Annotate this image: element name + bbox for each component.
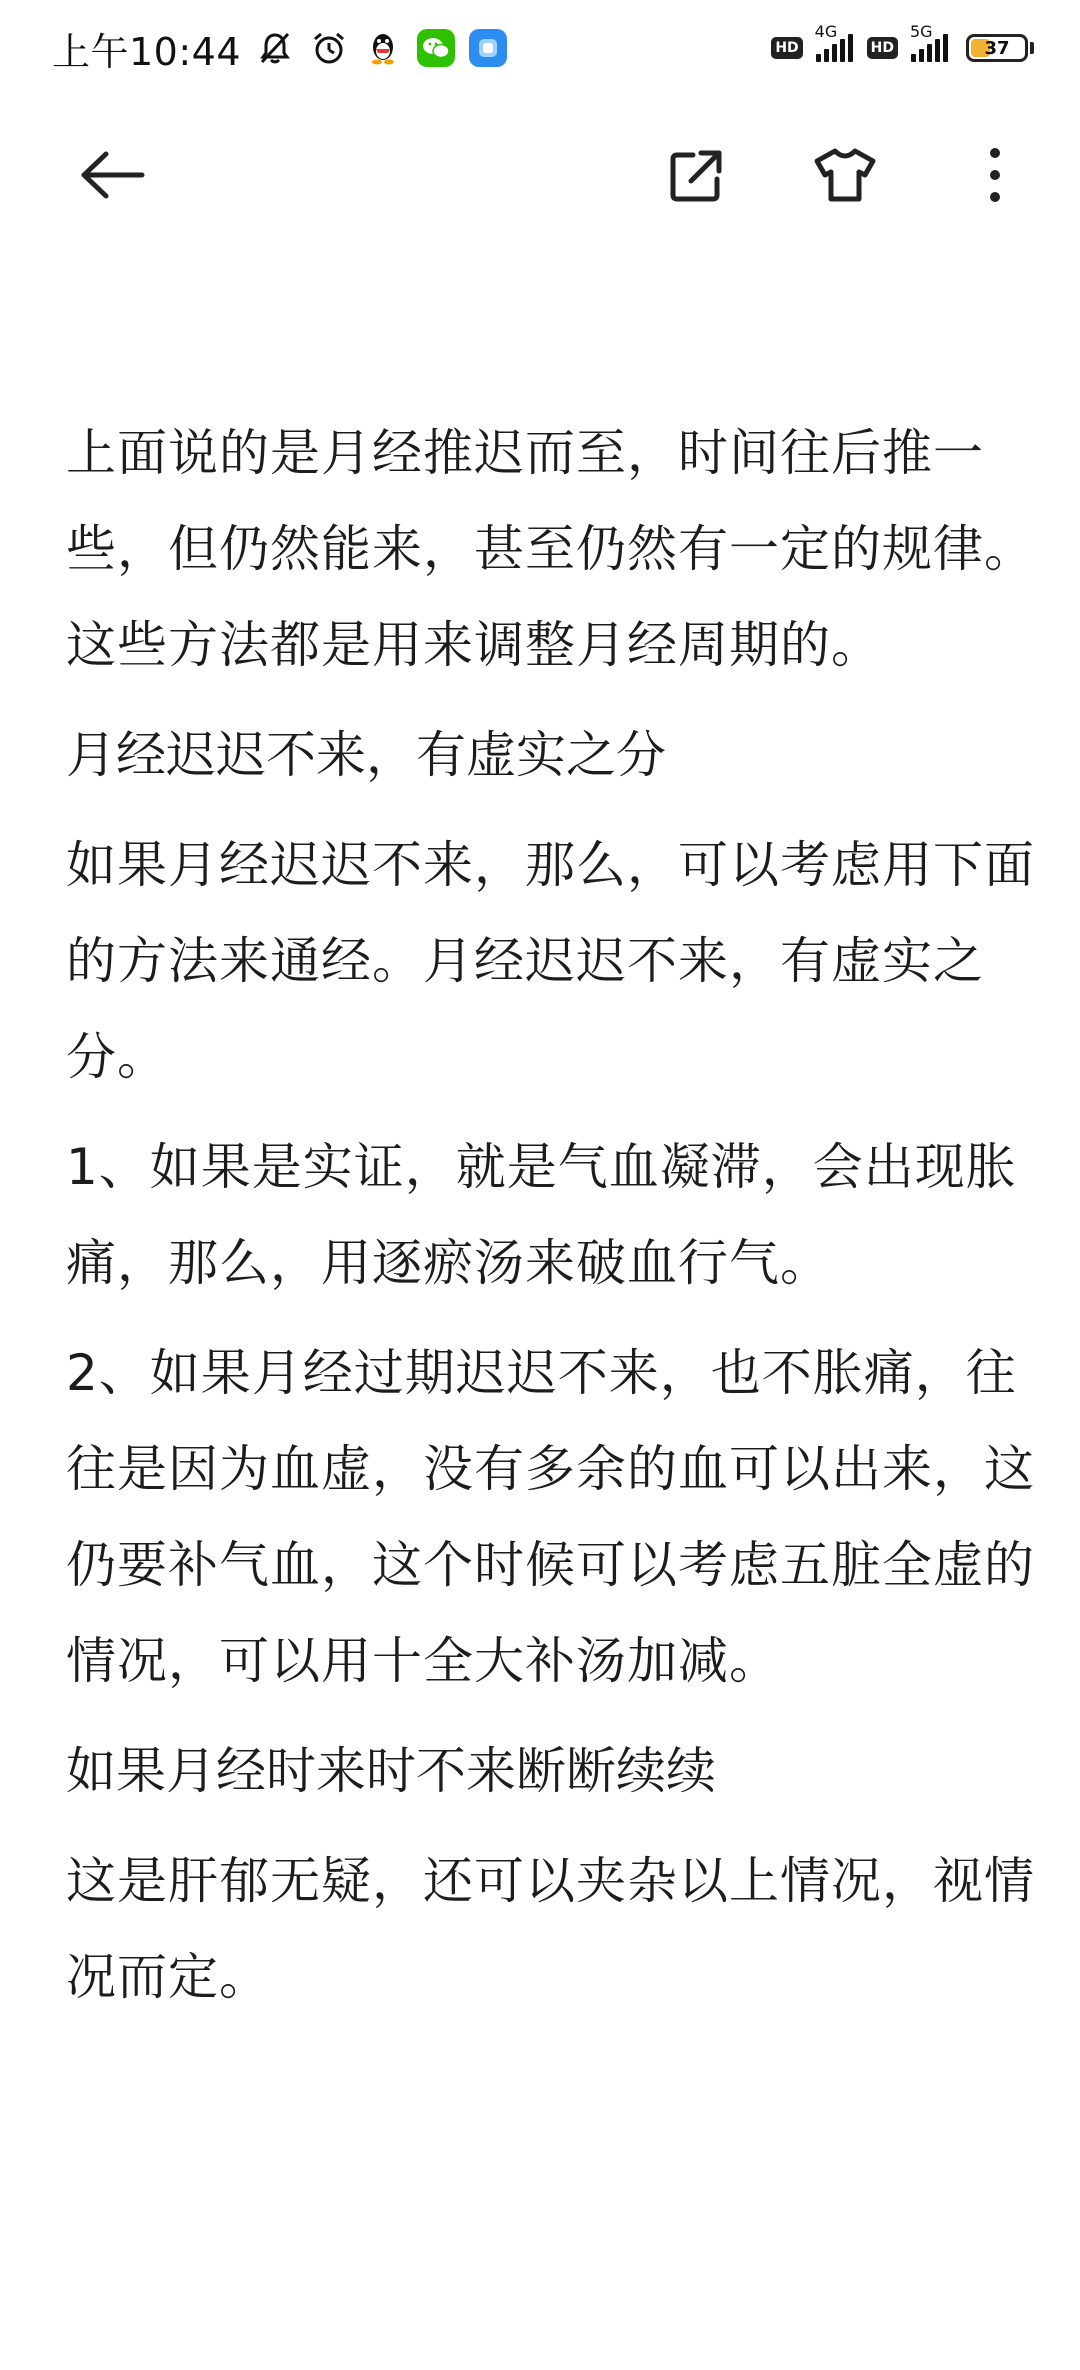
toolbar <box>0 110 1080 240</box>
net-type-5g: 5G <box>910 22 933 41</box>
wechat-icon <box>417 29 455 67</box>
share-button[interactable] <box>652 130 742 220</box>
back-button[interactable] <box>68 130 158 220</box>
mute-bell-icon <box>255 28 295 68</box>
theme-button[interactable] <box>800 130 890 220</box>
back-arrow-icon <box>78 150 148 200</box>
net-type-4g: 4G <box>814 22 838 41</box>
alarm-clock-icon <box>309 28 349 68</box>
battery-level: 37 <box>984 37 1010 59</box>
article-content <box>66 405 1036 2039</box>
blue-app-icon <box>469 29 507 67</box>
battery-icon <box>962 34 1034 62</box>
qq-penguin-icon <box>363 28 403 68</box>
hd-badge-1: HD <box>771 37 802 59</box>
subheading-1: 月经迟迟不来，有虚实之分 <box>66 726 666 784</box>
paragraph-5: 这是肝郁无疑，还可以夹杂以上情况，视情况而定。 <box>66 1852 1035 2006</box>
status-bar <box>0 0 1080 96</box>
paragraph-1: 上面说的是月经推迟而至，时间往后推一些，但仍然能来，甚至仍然有一定的规律。这些方法都是用来调整月经周期的。 <box>66 424 1035 674</box>
paragraph-2: 如果月经迟迟不来，那么，可以考虑用下面的方法来通经。月经迟迟不来，有虚实之分。 <box>66 836 1035 1086</box>
paragraph-4: 2、如果月经过期迟迟不来，也不胀痛，往往是因为血虚，没有多余的血可以出来，这仍要补气血，这个时候可以考虑五脏全虚的情况，可以用十全大补汤加减。 <box>66 1344 1035 1690</box>
subheading-2: 如果月经时来时不来断断续续 <box>66 1742 716 1800</box>
tshirt-icon <box>813 145 877 205</box>
signal-4g-icon <box>807 22 853 62</box>
hd-badge-2: HD <box>867 37 898 59</box>
paragraph-3: 1、如果是实证，就是气血凝滞，会出现胀痛，那么，用逐瘀汤来破血行气。 <box>66 1138 1017 1292</box>
more-vertical-icon <box>985 145 1005 205</box>
status-time: 上午10:44 <box>52 29 242 74</box>
status-right <box>771 22 1034 62</box>
share-icon <box>667 145 727 205</box>
status-left <box>52 21 521 76</box>
signal-5g-icon <box>902 22 948 62</box>
more-button[interactable] <box>950 130 1040 220</box>
